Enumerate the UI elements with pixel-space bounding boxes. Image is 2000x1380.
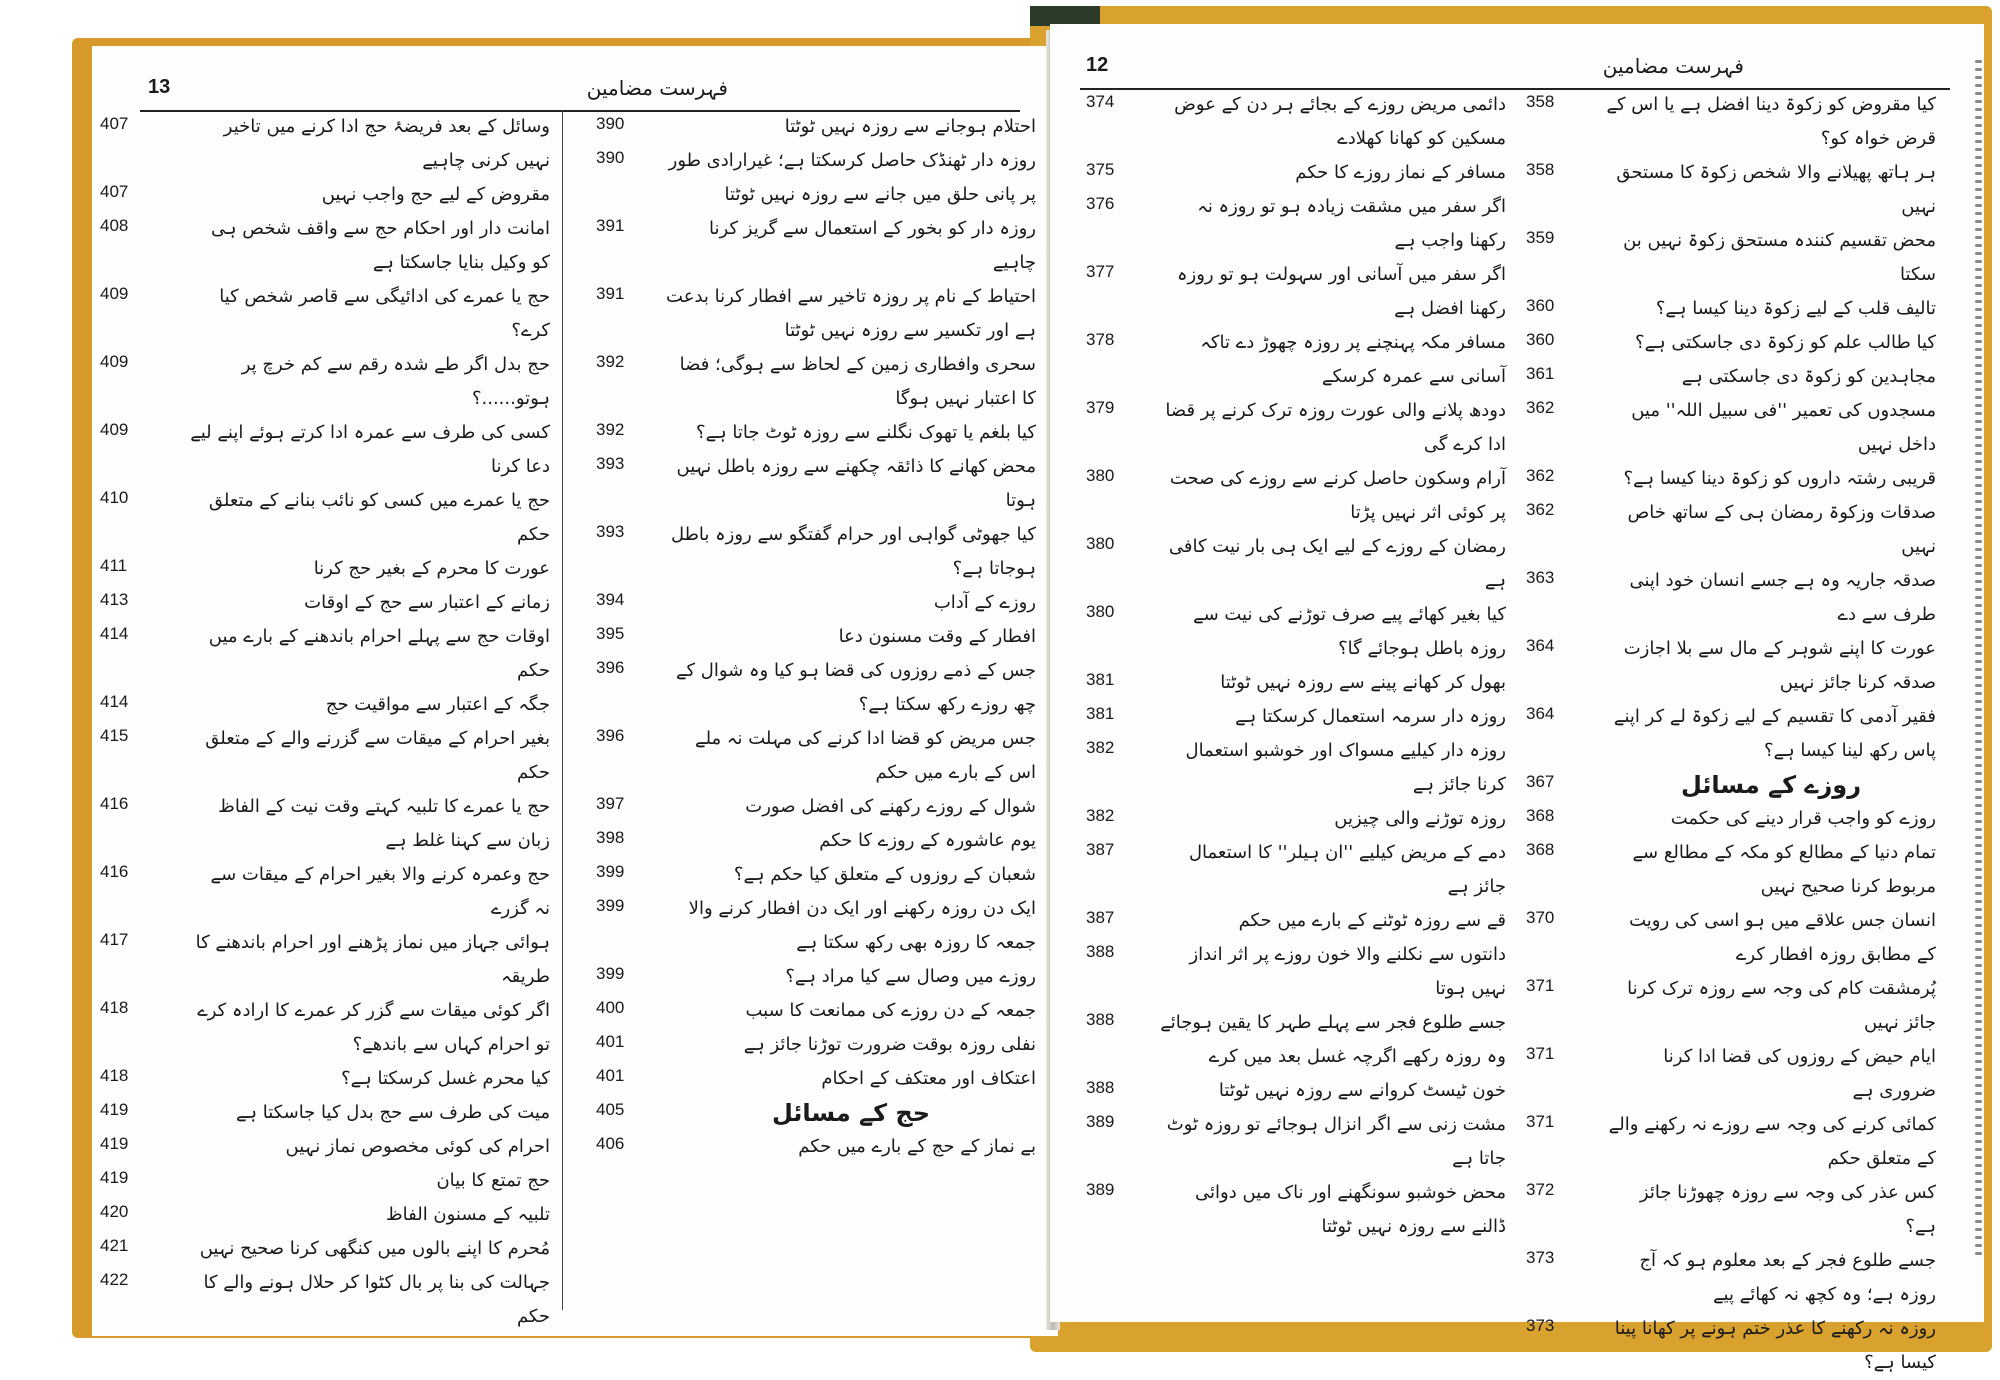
toc-column-right xyxy=(596,110,1036,1164)
toc-page-number: 362 xyxy=(1526,398,1555,417)
toc-entry xyxy=(100,620,550,688)
toc-entry-title: جہالت کی بنا پر بال کٹوا کر حلال ہونے والے کا حکم xyxy=(203,1272,550,1327)
toc-entry xyxy=(100,1232,550,1266)
toc-entry xyxy=(1526,972,1936,1040)
toc-entry-title: افطار کے وقت مسنون دعا xyxy=(838,626,1036,647)
toc-page-number: 377 xyxy=(1086,262,1115,281)
toc-entry xyxy=(1526,462,1936,496)
toc-section-heading xyxy=(596,1096,1036,1130)
toc-page-number: 419 xyxy=(100,1100,129,1119)
toc-column-left xyxy=(100,110,550,1334)
toc-page-number: 419 xyxy=(100,1134,129,1153)
toc-page-number: 420 xyxy=(100,1202,129,1221)
toc-entry xyxy=(1526,1176,1936,1244)
toc-entry xyxy=(100,926,550,994)
toc-entry xyxy=(100,1130,550,1164)
toc-entry xyxy=(100,552,550,586)
toc-page-number: 381 xyxy=(1086,670,1115,689)
toc-page-number: 387 xyxy=(1086,908,1115,927)
toc-entry xyxy=(1086,258,1506,326)
toc-entry xyxy=(100,1198,550,1232)
toc-entry xyxy=(1526,496,1936,564)
toc-entry-title: حج کے مسائل xyxy=(771,1099,931,1127)
toc-page-number: 410 xyxy=(100,488,129,507)
toc-page-number: 359 xyxy=(1526,228,1555,247)
toc-entry-title: احتیاط کے نام پر روزہ تاخیر سے افطار کرنا بدعت ہے اور تکسیر سے روزہ نہیں ٹوٹتا xyxy=(666,286,1036,341)
toc-entry xyxy=(596,654,1036,722)
toc-entry xyxy=(100,722,550,790)
toc-page-number: 387 xyxy=(1086,840,1115,859)
toc-entry-title: فقیر آدمی کا تقسیم کے لیے زکوۃ لے کر اپنے پاس رکھ لینا کیسا ہے؟ xyxy=(1613,706,1936,761)
toc-page-number: 373 xyxy=(1526,1316,1555,1335)
toc-entry xyxy=(1526,564,1936,632)
toc-entry-title: حج تمتع کا بیان xyxy=(436,1170,550,1191)
toc-entry xyxy=(1526,1244,1936,1312)
toc-entry-title: روزہ دار کیلیے مسواک اور خوشبو استعمال کرنا جائز ہے xyxy=(1185,740,1506,795)
toc-entry xyxy=(1086,836,1506,904)
toc-entry xyxy=(100,1062,550,1096)
toc-page-number: 360 xyxy=(1526,330,1555,349)
toc-page-number: 358 xyxy=(1526,160,1555,179)
toc-page-number: 411 xyxy=(100,556,128,575)
toc-entry-title: ہر ہاتھ پھیلانے والا شخص زکوۃ کا مستحق نہیں xyxy=(1616,162,1936,217)
right-page xyxy=(1050,24,1984,1373)
toc-entry xyxy=(1526,700,1936,768)
toc-entry xyxy=(100,1164,550,1198)
toc-page-number: 421 xyxy=(100,1236,129,1255)
toc-page-number: 406 xyxy=(596,1134,625,1153)
toc-entry-title: تمام دنیا کے مطالع کو مکہ کے مطالع سے مربوط کرنا صحیح نہیں xyxy=(1632,842,1936,897)
toc-entry-title: اعتکاف اور معتکف کے احکام xyxy=(821,1068,1036,1089)
toc-page-number: 376 xyxy=(1086,194,1115,213)
toc-entry xyxy=(1526,802,1936,836)
toc-page-number: 380 xyxy=(1086,466,1115,485)
toc-page-number: 396 xyxy=(596,726,625,745)
toc-entry xyxy=(596,348,1036,416)
toc-entry-title: اگر سفر میں مشقت زیادہ ہو تو روزہ نہ رکھنا واجب ہے xyxy=(1197,196,1506,251)
toc-entry xyxy=(1086,88,1506,156)
toc-entry xyxy=(1526,836,1936,904)
toc-entry xyxy=(1526,394,1936,462)
toc-page-number: 370 xyxy=(1526,908,1555,927)
toc-page-number: 418 xyxy=(100,1066,129,1085)
toc-entry-title: یوم عاشورہ کے روزے کا حکم xyxy=(819,830,1036,851)
toc-page-number: 399 xyxy=(596,896,625,915)
toc-entry xyxy=(100,280,550,348)
toc-page-number: 414 xyxy=(100,624,129,643)
toc-page-number: 391 xyxy=(596,216,625,235)
toc-entry xyxy=(596,110,1036,144)
toc-entry-title: مُحرم کا اپنے بالوں میں کنگھی کرنا صحیح نہیں xyxy=(199,1238,550,1259)
toc-page-number: 394 xyxy=(596,590,625,609)
toc-entry xyxy=(100,110,550,178)
toc-entry xyxy=(596,1028,1036,1062)
toc-entry xyxy=(100,1096,550,1130)
toc-entry-title: حج یا عمرے کی ادائیگی سے قاصر شخص کیا کرے؟ xyxy=(219,286,550,341)
toc-page-number: 380 xyxy=(1086,602,1115,621)
toc-page-number: 418 xyxy=(100,998,129,1017)
toc-entry-title: کیا بلغم یا تھوک نگلنے سے روزہ ٹوٹ جاتا ہے؟ xyxy=(696,422,1036,443)
toc-entry-title: صدقات وزکوۃ رمضان ہی کے ساتھ خاص نہیں xyxy=(1627,502,1936,557)
toc-entry-title: کیا جھوٹی گواہی اور حرام گفتگو سے روزہ باطل ہوجاتا ہے؟ xyxy=(670,524,1036,579)
toc-page-number: 368 xyxy=(1526,840,1555,859)
toc-page-number: 378 xyxy=(1086,330,1115,349)
toc-entry-title: زمانے کے اعتبار سے حج کے اوقات xyxy=(304,592,550,613)
column-divider xyxy=(562,110,563,1310)
toc-page-number: 399 xyxy=(596,862,625,881)
toc-entry-title: روزہ دار ٹھنڈک حاصل کرسکتا ہے؛ غیرارادی طور پر پانی حلق میں جانے سے روزہ نہیں ٹوٹتا xyxy=(668,150,1036,205)
toc-entry-title: اگر کوئی میقات سے گزر کر عمرے کا ارادہ کرے تو احرام کہاں سے باندھے؟ xyxy=(197,1000,550,1055)
toc-page-number: 392 xyxy=(596,420,625,439)
left-page xyxy=(92,46,1058,1336)
toc-page-number: 382 xyxy=(1086,806,1115,825)
toc-entry-title: عورت کا اپنے شوہر کے مال سے بلا اجازت صدقہ کرنا جائز نہیں xyxy=(1623,638,1936,693)
toc-page-number: 367 xyxy=(1526,772,1555,791)
toc-entry-title: عورت کا محرم کے بغیر حج کرنا xyxy=(313,558,550,579)
toc-entry-title: انسان جس علاقے میں ہو اسی کی رویت کے مطابق روزہ افطار کرے xyxy=(1629,910,1936,965)
toc-page-number: 375 xyxy=(1086,160,1115,179)
toc-entry-title: بھول کر کھانے پینے سے روزہ نہیں ٹوٹتا xyxy=(1220,672,1506,693)
toc-page-number: 422 xyxy=(100,1270,129,1289)
toc-page-number: 388 xyxy=(1086,1010,1115,1029)
toc-page-number: 393 xyxy=(596,522,625,541)
toc-entry-title: کیا طالب علم کو زکوۃ دی جاسکتی ہے؟ xyxy=(1635,332,1936,353)
toc-entry xyxy=(596,144,1036,212)
toc-entry-title: بے نماز کے حج کے بارے میں حکم xyxy=(798,1136,1036,1157)
toc-page-number: 389 xyxy=(1086,1180,1115,1199)
toc-entry xyxy=(1086,462,1506,530)
toc-entry-title: مجاہدین کو زکوۃ دی جاسکتی ہے xyxy=(1681,366,1936,387)
toc-entry xyxy=(1086,190,1506,258)
toc-page-number: 360 xyxy=(1526,296,1555,315)
toc-page-number: 393 xyxy=(596,454,625,473)
toc-entry xyxy=(1086,598,1506,666)
toc-entry xyxy=(596,824,1036,858)
toc-page-number: 374 xyxy=(1086,92,1115,111)
toc-page-number: 364 xyxy=(1526,704,1555,723)
toc-entry xyxy=(1086,530,1506,598)
toc-entry-title: شوال کے روزے رکھنے کی افضل صورت xyxy=(745,796,1036,817)
toc-entry xyxy=(1526,632,1936,700)
toc-entry-title: مسافر مکہ پہنچنے پر روزہ چھوڑ دے تاکہ آسانی سے عمرہ کرسکے xyxy=(1200,332,1506,387)
toc-entry xyxy=(1526,326,1936,360)
toc-entry xyxy=(1086,1006,1506,1074)
toc-entry-title: دمے کے مریض کیلیے ''ان ہیلر'' کا استعمال جائز ہے xyxy=(1188,842,1506,897)
toc-entry xyxy=(1526,1108,1936,1176)
toc-entry xyxy=(1086,904,1506,938)
running-title: فہرست مضامین xyxy=(586,76,728,100)
toc-entry-title: دودھ پلانے والی عورت روزہ ترک کرنے پر قضا ادا کرے گی xyxy=(1165,400,1506,455)
page-stitch-edge xyxy=(1975,60,1983,1300)
toc-entry xyxy=(1526,360,1936,394)
toc-entry-title: سحری وافطاری زمین کے لحاظ سے ہوگی؛ فضا کا اعتبار نہیں ہوگا xyxy=(679,354,1036,409)
toc-entry-title: مقروض کے لیے حج واجب نہیں xyxy=(321,184,550,205)
toc-page-number: 368 xyxy=(1526,806,1555,825)
toc-entry-title: کس عذر کی وجہ سے روزہ چھوڑنا جائز ہے؟ xyxy=(1639,1182,1936,1237)
toc-section-heading xyxy=(1526,768,1936,802)
toc-entry-title: روزہ توڑنے والی چیزیں xyxy=(1334,808,1506,829)
toc-entry-title: کسی کی طرف سے عمرہ ادا کرتے ہوئے اپنے لیے دعا کرنا xyxy=(190,422,550,477)
toc-entry-title: کیا بغیر کھائے پیے صرف توڑنے کی نیت سے روزہ باطل ہوجائے گا؟ xyxy=(1193,604,1506,659)
toc-page-number: 382 xyxy=(1086,738,1115,757)
toc-page-number: 405 xyxy=(596,1100,625,1119)
toc-entry xyxy=(100,484,550,552)
toc-entry xyxy=(100,1266,550,1334)
toc-page-number: 409 xyxy=(100,420,129,439)
page-number: 13 xyxy=(148,76,171,98)
toc-entry-title: روزہ دار کو بخور کے استعمال سے گریز کرنا چاہیے xyxy=(709,218,1036,273)
toc-entry-title: مسافر کے نماز روزے کا حکم xyxy=(1295,162,1506,183)
toc-page-number: 400 xyxy=(596,998,625,1017)
toc-page-number: 407 xyxy=(100,182,129,201)
toc-page-number: 380 xyxy=(1086,534,1115,553)
toc-page-number: 390 xyxy=(596,148,625,167)
toc-entry-title: احتلام ہوجانے سے روزہ نہیں ٹوٹتا xyxy=(784,116,1036,137)
toc-page-number: 358 xyxy=(1526,92,1555,111)
toc-entry xyxy=(596,518,1036,586)
toc-page-number: 362 xyxy=(1526,500,1555,519)
toc-entry-title: جگہ کے اعتبار سے مواقیت حج xyxy=(325,694,550,715)
toc-entry-title: محض خوشبو سونگھنے اور ناک میں دوائی ڈالنے سے روزہ نہیں ٹوٹتا xyxy=(1195,1182,1506,1237)
toc-entry-title: امانت دار اور احکام حج سے واقف شخص ہی کو وکیل بنایا جاسکتا ہے xyxy=(211,218,550,273)
toc-entry xyxy=(596,280,1036,348)
toc-entry-title: میت کی طرف سے حج بدل کیا جاسکتا ہے xyxy=(235,1102,550,1123)
toc-entry xyxy=(100,858,550,926)
toc-page-number: 371 xyxy=(1526,1044,1555,1063)
toc-page-number: 390 xyxy=(596,114,625,133)
toc-entry-title: دانتوں سے نکلنے والا خون روزے پر اثر انداز نہیں ہوتا xyxy=(1189,944,1506,999)
toc-entry-title: جمعہ کے دن روزے کی ممانعت کا سبب xyxy=(745,1000,1036,1021)
toc-entry-title: تالیف قلب کے لیے زکوۃ دینا کیسا ہے؟ xyxy=(1655,298,1936,319)
toc-entry xyxy=(596,450,1036,518)
toc-page-number: 413 xyxy=(100,590,129,609)
toc-entry-title: قے سے روزہ ٹوٹنے کے بارے میں حکم xyxy=(1238,910,1506,931)
toc-entry-title: بغیر احرام کے میقات سے گزرنے والے کے متعلق حکم xyxy=(205,728,550,783)
toc-page-number: 371 xyxy=(1526,1112,1555,1131)
toc-entry xyxy=(1086,938,1506,1006)
toc-entry xyxy=(1086,326,1506,394)
toc-entry-title: شعبان کے روزوں کے متعلق کیا حکم ہے؟ xyxy=(733,864,1036,885)
toc-entry xyxy=(1086,734,1506,802)
toc-page-number: 415 xyxy=(100,726,129,745)
toc-entry-title: رمضان کے روزے کے لیے ایک ہی بار نیت کافی ہے xyxy=(1168,536,1506,591)
toc-page-number: 409 xyxy=(100,284,129,303)
toc-entry-title: آرام وسکون حاصل کرنے سے روزے کی صحت پر کوئی اثر نہیں پڑتا xyxy=(1169,468,1506,523)
toc-entry-title: محض کھانے کا ذائقہ چکھنے سے روزہ باطل نہیں ہوتا xyxy=(676,456,1036,511)
toc-page-number: 397 xyxy=(596,794,625,813)
toc-entry-title: صدقہ جاریہ وہ ہے جسے انسان خود اپنی طرف سے دے xyxy=(1629,570,1936,625)
toc-entry-title: جس کے ذمے روزوں کی قضا ہو کیا وہ شوال کے چھ روزے رکھ سکتا ہے؟ xyxy=(675,660,1036,715)
toc-page-number: 395 xyxy=(596,624,625,643)
toc-entry-title: کیا محرم غسل کرسکتا ہے؟ xyxy=(341,1068,550,1089)
toc-entry xyxy=(1526,88,1936,156)
toc-entry xyxy=(596,620,1036,654)
toc-entry-title: روزے کے آداب xyxy=(933,592,1036,613)
toc-entry xyxy=(596,858,1036,892)
toc-entry-title: مسجدوں کی تعمیر ''فی سبیل اللہ'' میں داخل نہیں xyxy=(1631,400,1936,455)
toc-entry-title: کیا مقروض کو زکوۃ دینا افضل ہے یا اس کے قرض خواہ کو؟ xyxy=(1606,94,1936,149)
toc-column-right xyxy=(1526,88,1936,1380)
toc-entry-title: ہوائی جہاز میں نماز پڑھنے اور احرام باندھنے کا طریقہ xyxy=(195,932,550,987)
toc-entry-title: جسے طلوع فجر سے پہلے طہر کا یقین ہوجائے وہ روزہ رکھے اگرچہ غسل بعد میں کرے xyxy=(1160,1012,1506,1067)
toc-entry xyxy=(1086,700,1506,734)
toc-entry-title: تلبیہ کے مسنون الفاظ xyxy=(385,1204,550,1225)
toc-page-number: 388 xyxy=(1086,942,1115,961)
toc-page-number: 396 xyxy=(596,658,625,677)
toc-entry-title: خون ٹیسٹ کروانے سے روزہ نہیں ٹوٹتا xyxy=(1218,1080,1506,1101)
toc-page-number: 362 xyxy=(1526,466,1555,485)
toc-entry-title: احرام کی کوئی مخصوص نماز نہیں xyxy=(285,1136,550,1157)
toc-entry xyxy=(100,688,550,722)
toc-page-number: 419 xyxy=(100,1168,129,1187)
page-number: 12 xyxy=(1086,54,1109,76)
toc-page-number: 416 xyxy=(100,862,129,881)
toc-entry-title: روزے میں وصال سے کیا مراد ہے؟ xyxy=(785,966,1036,987)
toc-entry-title: روزے کے مسائل xyxy=(1680,771,1862,799)
toc-entry xyxy=(1526,156,1936,224)
toc-entry xyxy=(100,586,550,620)
toc-page-number: 364 xyxy=(1526,636,1555,655)
toc-entry-title: اوقات حج سے پہلے احرام باندھنے کے بارے میں حکم xyxy=(208,626,550,681)
toc-entry xyxy=(596,892,1036,960)
toc-entry xyxy=(1526,1312,1936,1380)
toc-entry-title: ایک دن روزہ رکھنے اور ایک دن افطار کرنے والا جمعہ کا روزہ بھی رکھ سکتا ہے xyxy=(688,898,1036,953)
toc-entry xyxy=(596,790,1036,824)
toc-entry-title: محض تقسیم کنندہ مستحق زکوۃ نہیں بن سکتا xyxy=(1623,230,1936,285)
toc-entry xyxy=(100,348,550,416)
toc-page-number: 361 xyxy=(1526,364,1555,383)
toc-page-number: 372 xyxy=(1526,1180,1555,1199)
toc-entry xyxy=(596,212,1036,280)
toc-entry xyxy=(596,994,1036,1028)
toc-entry-title: مشت زنی سے اگر انزال ہوجائے تو روزہ ٹوٹ جاتا ہے xyxy=(1166,1114,1506,1169)
toc-entry-title: حج یا عمرے کا تلبیہ کہتے وقت نیت کے الفاظ زبان سے کہنا غلط ہے xyxy=(218,796,550,851)
toc-page-number: 401 xyxy=(596,1066,625,1085)
toc-page-number: 409 xyxy=(100,352,129,371)
toc-entry-title: اگر سفر میں آسانی اور سہولت ہو تو روزہ رکھنا افضل ہے xyxy=(1176,264,1506,319)
toc-entry xyxy=(100,178,550,212)
toc-entry-title: دائمی مریض روزے کے بجائے ہر دن کے عوض مسکین کو کھانا کھلادے xyxy=(1174,94,1506,149)
toc-entry-title: حج وعمرہ کرنے والا بغیر احرام کے میقات سے نہ گزرے xyxy=(210,864,550,919)
toc-entry xyxy=(596,722,1036,790)
toc-entry xyxy=(596,960,1036,994)
toc-entry xyxy=(1086,1108,1506,1176)
toc-page-number: 388 xyxy=(1086,1078,1115,1097)
toc-entry xyxy=(596,416,1036,450)
toc-entry xyxy=(1086,156,1506,190)
toc-entry xyxy=(1086,1176,1506,1244)
toc-entry-title: کمائی کرنے کی وجہ سے روزے نہ رکھنے والے کے متعلق حکم xyxy=(1608,1114,1936,1169)
toc-entry-title: وسائل کے بعد فریضۂ حج ادا کرنے میں تاخیر نہیں کرنی چاہیے xyxy=(223,116,550,171)
page-header xyxy=(92,72,1058,112)
toc-page-number: 414 xyxy=(100,692,129,711)
toc-entry-title: جسے طلوع فجر کے بعد معلوم ہو کہ آج روزہ ہے؛ وہ کچھ نہ کھائے پیے xyxy=(1639,1250,1936,1305)
toc-entry xyxy=(596,1130,1036,1164)
toc-entry xyxy=(100,790,550,858)
toc-page-number: 373 xyxy=(1526,1248,1555,1267)
toc-entry xyxy=(596,1062,1036,1096)
toc-page-number: 391 xyxy=(596,284,625,303)
toc-entry-title: نفلی روزہ بوقت ضرورت توڑنا جائز ہے xyxy=(743,1034,1036,1055)
page-header xyxy=(1050,50,1984,90)
toc-entry-title: حج یا عمرے میں کسی کو نائب بنانے کے متعلق حکم xyxy=(208,490,550,545)
toc-page-number: 401 xyxy=(596,1032,625,1051)
toc-page-number: 371 xyxy=(1526,976,1555,995)
toc-entry xyxy=(100,212,550,280)
toc-entry xyxy=(1526,1040,1936,1108)
toc-entry-title: روزے کو واجب قرار دینے کی حکمت xyxy=(1670,808,1936,829)
toc-entry-title: روزہ دار سرمہ استعمال کرسکتا ہے xyxy=(1235,706,1506,727)
toc-page-number: 398 xyxy=(596,828,625,847)
toc-entry xyxy=(1086,1074,1506,1108)
toc-entry xyxy=(1086,802,1506,836)
toc-entry xyxy=(596,586,1036,620)
toc-page-number: 381 xyxy=(1086,704,1115,723)
toc-page-number: 416 xyxy=(100,794,129,813)
toc-entry-title: جس مریض کو قضا ادا کرنے کی مہلت نہ ملے اس کے بارے میں حکم xyxy=(695,728,1036,783)
toc-page-number: 417 xyxy=(100,930,129,949)
toc-entry xyxy=(1526,292,1936,326)
toc-entry xyxy=(1086,394,1506,462)
toc-page-number: 392 xyxy=(596,352,625,371)
toc-entry-title: پُرمشقت کام کی وجہ سے روزہ ترک کرنا جائز نہیں xyxy=(1627,978,1936,1033)
toc-page-number: 363 xyxy=(1526,568,1555,587)
toc-page-number: 379 xyxy=(1086,398,1115,417)
toc-entry-title: حج بدل اگر طے شدہ رقم سے کم خرچ پر ہوتو......؟ xyxy=(241,354,550,409)
toc-entry-title: ایام حیض کے روزوں کی قضا ادا کرنا ضروری ہے xyxy=(1663,1046,1936,1101)
toc-entry xyxy=(1526,224,1936,292)
toc-entry xyxy=(1526,904,1936,972)
toc-page-number: 408 xyxy=(100,216,129,235)
toc-entry xyxy=(100,416,550,484)
running-title: فہرست مضامین xyxy=(1602,54,1744,78)
toc-entry-title: روزہ نہ رکھنے کا عذر ختم ہونے پر کھانا پینا کیسا ہے؟ xyxy=(1614,1318,1936,1373)
toc-page-number: 389 xyxy=(1086,1112,1115,1131)
toc-page-number: 407 xyxy=(100,114,129,133)
toc-entry xyxy=(1086,666,1506,700)
toc-entry xyxy=(100,994,550,1062)
toc-page-number: 399 xyxy=(596,964,625,983)
toc-column-left xyxy=(1086,88,1506,1244)
toc-entry-title: قریبی رشتہ داروں کو زکوۃ دینا کیسا ہے؟ xyxy=(1623,468,1936,489)
